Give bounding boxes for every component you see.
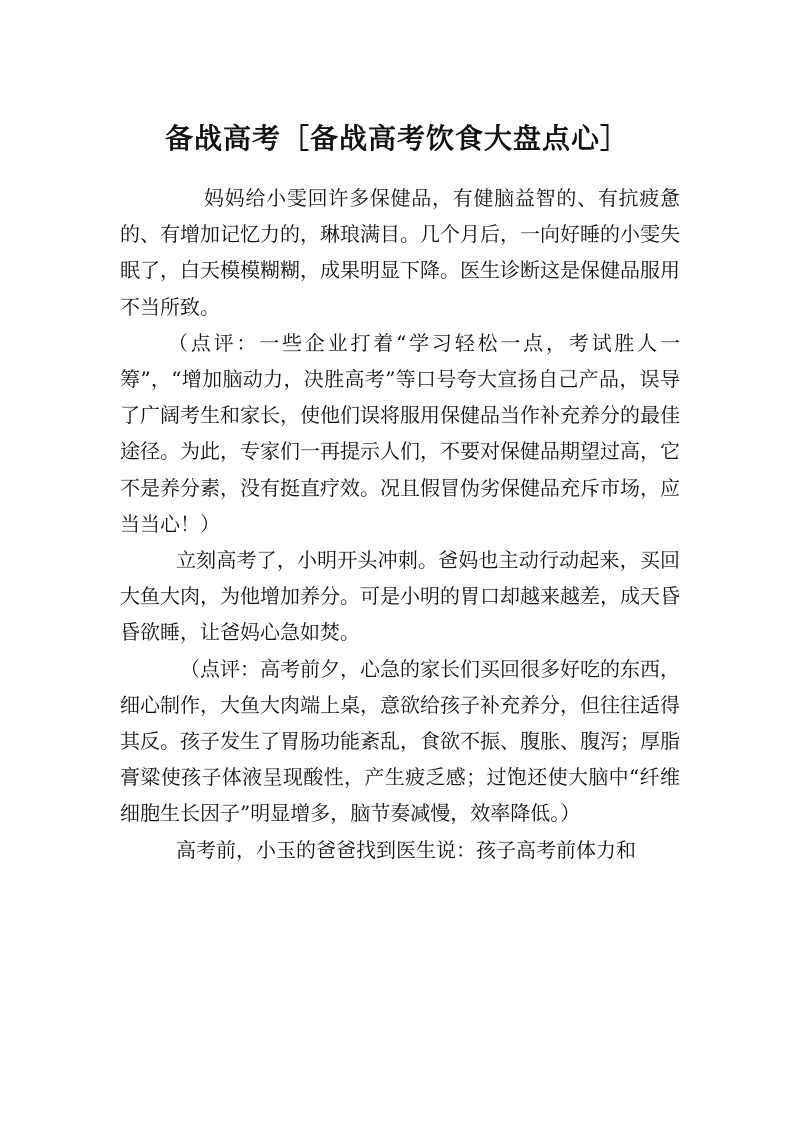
paragraph: 立刻高考了，小明开头冲刺。爸妈也主动行动起来，买回大鱼大肉，为他增加养分。可是小明的胃口却越来越差，成天昏昏欲睡，让爸妈心急如焚。 <box>120 548 680 645</box>
document-body <box>120 180 680 868</box>
paragraph: （点评：一些企业打着“学习轻松一点，考试胜人一筹”，“增加脑动力，决胜高考”等口号夸大宣扬自己产品，误导了广阔考生和家长，使他们误将服用保健品当作补充养分的最佳途径。为此，专家们一再提示人们，不要对保健品期望过高，它不是养分素，没有挺直疗效。况且假冒伪劣保健品充斥市场，应当当心！） <box>120 330 680 536</box>
paragraph: （点评：高考前夕，心急的家长们买回很多好吃的东西，细心制作，大鱼大肉端上桌，意欲给孩子补充养分，但往往适得其反。孩子发生了胃肠功能紊乱，食欲不振、腹胀、腹泻；厚脂膏粱使孩子体液呈现酸性，产生疲乏感；过饱还使大脑中“纤维细胞生长因子”明显增多，脑节奏减慢，效率降低。） <box>120 656 680 826</box>
paragraph: 高考前，小玉的爸爸找到医生说：孩子高考前体力和 <box>176 837 636 862</box>
paragraph: 妈妈给小雯回许多保健品，有健脑益智的、有抗疲惫的、有增加记忆力的，琳琅满目。几个月后，一向好睡的小雯失眠了，白天模模糊糊，成果明显下降。医生诊断这是保健品服用不当所致。 <box>120 186 680 319</box>
document-title: 备战高考［备战高考饮食大盘点心］ <box>164 121 629 155</box>
